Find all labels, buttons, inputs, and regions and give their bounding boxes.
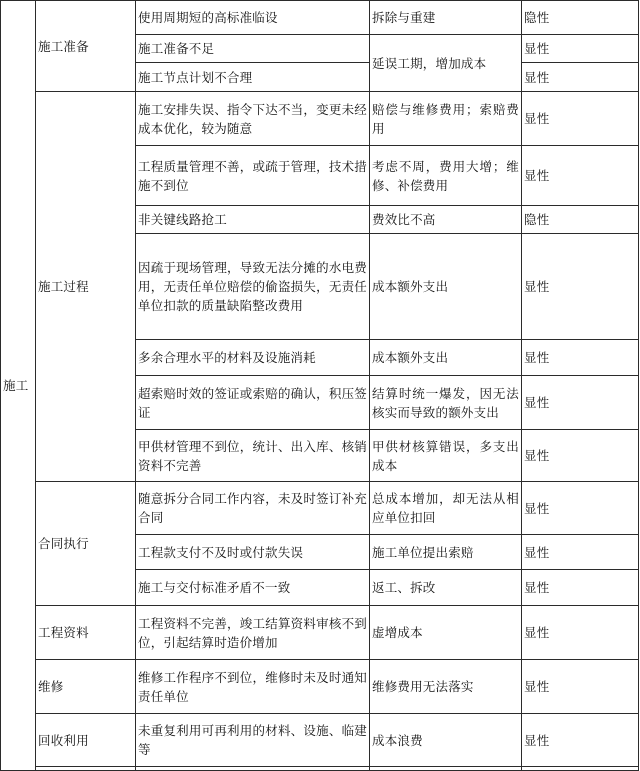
table-row xyxy=(1,92,639,146)
stage-cell: 维修 xyxy=(36,660,136,714)
table-row-cutoff xyxy=(1,767,639,771)
consequence-cell: 成本额外支出 xyxy=(370,234,522,340)
type-cell: 显性 xyxy=(522,376,639,430)
consequence-cell: 虚增成本 xyxy=(370,606,522,660)
consequence-cell: 拆除与重建 xyxy=(370,1,522,35)
reason-cell: 非关键线路抢工 xyxy=(136,206,370,234)
stage-cell: 合同执行 xyxy=(36,482,136,606)
reason-cell: 施工与交付标准矛盾不一致 xyxy=(136,570,370,606)
consequence-cell: 费效比不高 xyxy=(370,206,522,234)
consequence-cell: 总成本增加，却无法从相应单位扣回 xyxy=(370,482,522,535)
type-cell: 显性 xyxy=(522,606,639,660)
table-row xyxy=(1,606,639,660)
type-cell: 显性 xyxy=(522,482,639,535)
reason-cell: 随意拆分合同工作内容，未及时签订补充合同 xyxy=(136,482,370,535)
type-cell: 显性 xyxy=(522,92,639,146)
type-cell: 隐性 xyxy=(522,1,639,35)
reason-cell: 施工安排失误、指令下达不当，变更未经成本优化，较为随意 xyxy=(136,92,370,146)
consequence-cell: 成本额外支出 xyxy=(370,340,522,376)
reason-cell: 工程资料不完善，竣工结算资料审核不到位，引起结算时造价增加 xyxy=(136,606,370,660)
stage-cell: 施工过程 xyxy=(36,92,136,482)
reason-cell: 施工准备不足 xyxy=(136,35,370,63)
stage-cell: 施工准备 xyxy=(36,1,136,92)
stage-cell: 回收利用 xyxy=(36,714,136,767)
reason-cell: 工程质量管理不善，或疏于管理，技术措施不到位 xyxy=(136,146,370,206)
consequence-cell: 维修费用无法落实 xyxy=(370,660,522,714)
type-cell: 显性 xyxy=(522,535,639,570)
phase-cell: 施工 xyxy=(1,1,36,771)
table-row xyxy=(1,482,639,535)
empty-cell xyxy=(522,767,639,771)
type-cell: 显性 xyxy=(522,340,639,376)
consequence-cell: 结算时统一爆发，因无法核实而导致的额外支出 xyxy=(370,376,522,430)
reason-cell: 维修工作程序不到位，维修时未及时通知责任单位 xyxy=(136,660,370,714)
type-cell: 显性 xyxy=(522,570,639,606)
reason-cell: 工程款支付不及时或付款失误 xyxy=(136,535,370,570)
type-cell: 显性 xyxy=(522,146,639,206)
consequence-cell: 甲供材核算错误，多支出成本 xyxy=(370,430,522,482)
table-row xyxy=(1,660,639,714)
reason-cell: 多余合理水平的材料及设施消耗 xyxy=(136,340,370,376)
type-cell: 隐性 xyxy=(522,206,639,234)
reason-cell: 因疏于现场管理，导致无法分摊的水电费用，无责任单位赔偿的偷盗损失，无责任单位扣款的质量缺陷整改费用 xyxy=(136,234,370,340)
reason-cell: 施工节点计划不合理 xyxy=(136,63,370,92)
type-cell: 显性 xyxy=(522,714,639,767)
empty-cell xyxy=(370,767,522,771)
reason-cell: 使用周期短的高标准临设 xyxy=(136,1,370,35)
empty-cell xyxy=(136,767,370,771)
consequence-cell: 成本浪费 xyxy=(370,714,522,767)
type-cell: 显性 xyxy=(522,660,639,714)
reason-cell: 超索赔时效的签证或索赔的确认，积压签证 xyxy=(136,376,370,430)
consequence-cell: 施工单位提出索赔 xyxy=(370,535,522,570)
reason-cell: 甲供材管理不到位，统计、出入库、核销资料不完善 xyxy=(136,430,370,482)
table-row xyxy=(1,1,639,35)
consequence-cell: 延误工期，增加成本 xyxy=(370,35,522,92)
type-cell: 显性 xyxy=(522,234,639,340)
consequence-cell: 考虑不周，费用大增；维修、补偿费用 xyxy=(370,146,522,206)
type-cell: 显性 xyxy=(522,430,639,482)
type-cell: 显性 xyxy=(522,35,639,63)
consequence-cell: 赔偿与维修费用；索赔费用 xyxy=(370,92,522,146)
empty-cell xyxy=(36,767,136,771)
table-row xyxy=(1,714,639,767)
type-cell: 显性 xyxy=(522,63,639,92)
stage-cell: 工程资料 xyxy=(36,606,136,660)
consequence-cell: 返工、拆改 xyxy=(370,570,522,606)
reason-cell: 未重复利用可再利用的材料、设施、临建等 xyxy=(136,714,370,767)
